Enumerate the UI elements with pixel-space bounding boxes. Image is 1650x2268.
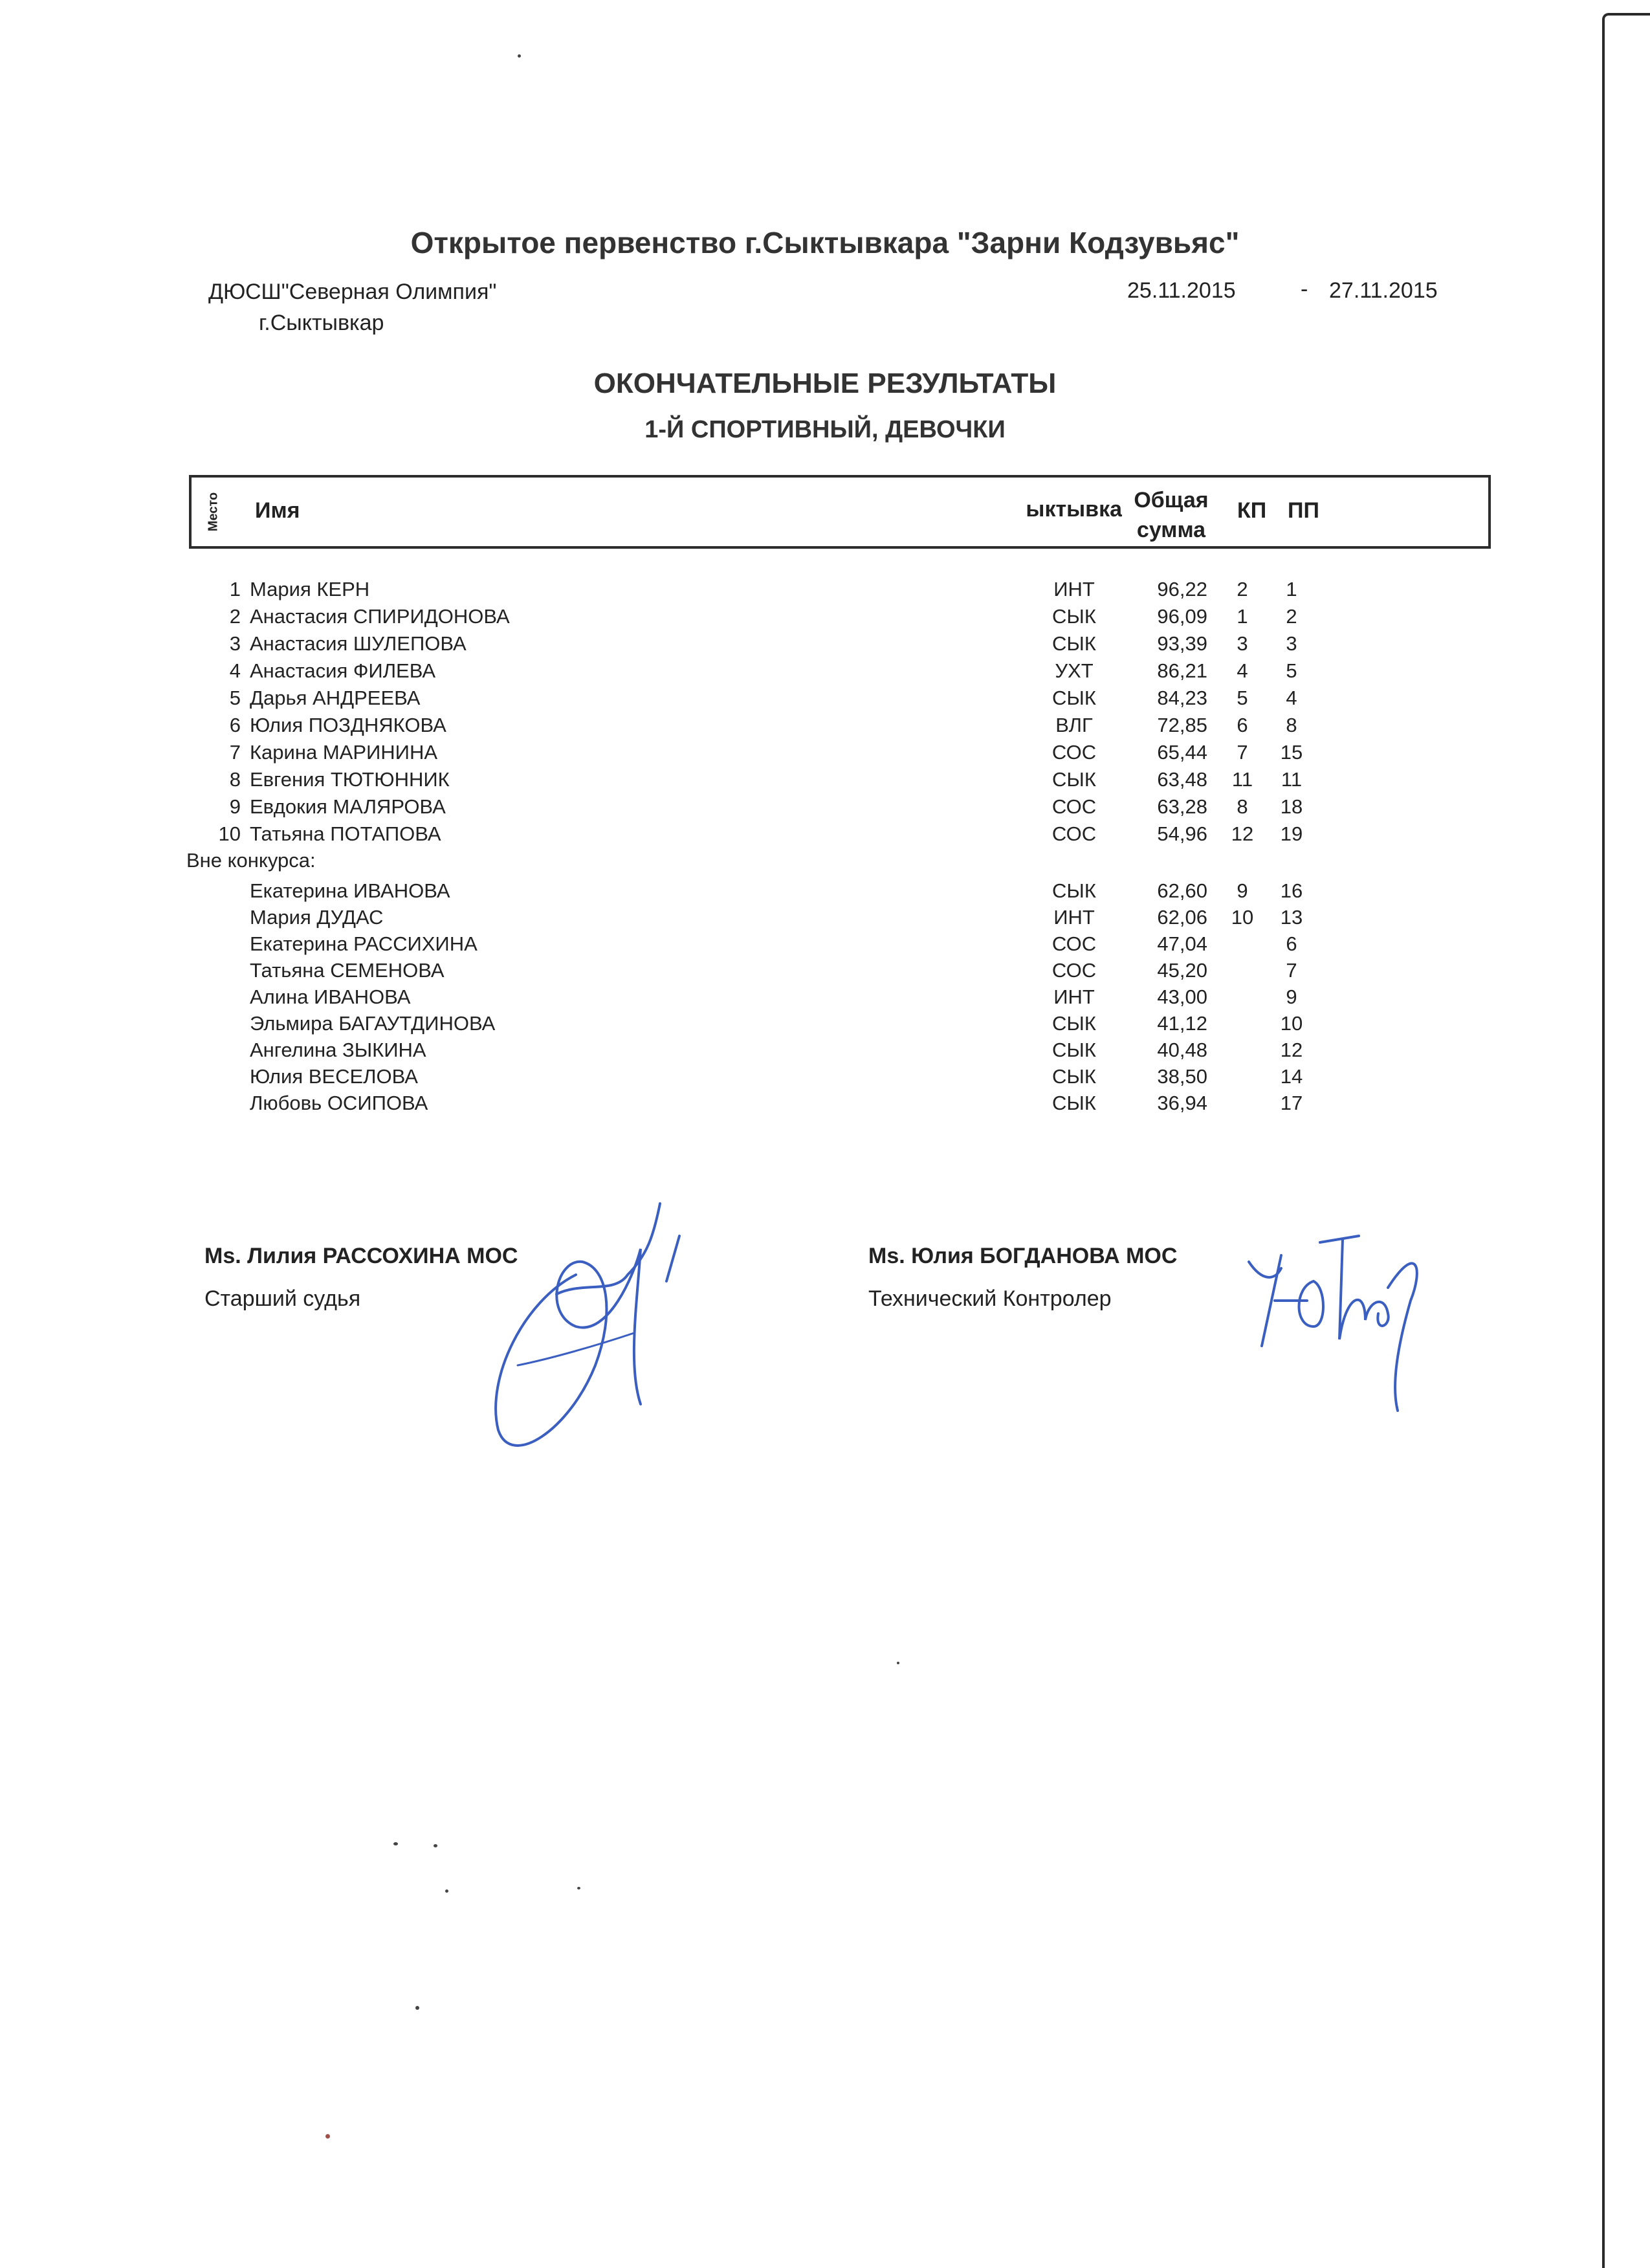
cell-name: Любовь ОСИПОВА [250,1092,428,1114]
cell-kp: 6 [1237,714,1248,736]
cell-total: 96,22 [1157,578,1207,600]
cell-name: Ангелина ЗЫКИНА [250,1039,426,1061]
cell-kp: 10 [1231,906,1254,929]
table-row [0,795,1650,822]
cell-name: Анастасия ФИЛЕВА [250,659,436,682]
cell-club: СОС [1051,822,1097,845]
cell-total: 63,48 [1157,768,1207,791]
cell-place: 6 [229,714,241,736]
column-header-pp: ПП [1288,498,1319,523]
table-row [0,578,1650,605]
results-heading: ОКОНЧАТЕЛЬНЫЕ РЕЗУЛЬТАТЫ [593,368,1057,399]
cell-total: 41,12 [1157,1012,1207,1035]
cell-pp: 14 [1280,1065,1303,1088]
cell-name: Эльмира БАГАУТДИНОВА [250,1012,496,1035]
cell-pp: 6 [1286,932,1297,955]
table-row [0,822,1650,850]
cell-club: СЫК [1052,605,1096,628]
table-row-out-of-competition [0,1012,1650,1039]
cell-total: 38,50 [1157,1065,1207,1088]
cell-name: Юлия ПОЗДНЯКОВА [250,714,446,736]
cell-kp: 2 [1237,578,1248,600]
scan-speck [445,1889,448,1893]
cell-pp: 19 [1280,822,1303,845]
cell-pp: 18 [1280,795,1303,818]
cell-total: 62,60 [1157,879,1207,902]
cell-kp: 9 [1237,879,1248,902]
scan-speck [897,1662,899,1664]
cell-club: ИНТ [1053,906,1095,929]
cell-name: Екатерина РАССИХИНА [250,932,478,955]
cell-club: СОС [1051,741,1097,764]
cell-total: 93,39 [1157,632,1207,655]
table-row-out-of-competition [0,1092,1650,1119]
column-header-kp: КП [1237,498,1267,523]
cell-pp: 13 [1280,906,1303,929]
scan-speck [393,1842,398,1845]
cell-total: 63,28 [1157,795,1207,818]
cell-club: ВЛГ [1055,714,1093,736]
chief-judge-role: Старший судья [204,1286,361,1311]
cell-kp: 7 [1237,741,1248,764]
cell-club: СЫК [1052,687,1096,709]
table-row [0,632,1650,659]
cell-pp: 3 [1286,632,1297,655]
cell-club: СЫК [1052,768,1096,791]
cell-club: СЫК [1052,632,1096,655]
cell-pp: 16 [1280,879,1303,902]
cell-total: 72,85 [1157,714,1207,736]
scan-speck [434,1844,437,1847]
date-start: 25.11.2015 [1127,278,1236,303]
cell-club: СЫК [1052,1039,1096,1061]
cell-club: СЫК [1052,1092,1096,1114]
cell-place: 7 [229,741,241,764]
cell-club: ИНТ [1053,578,1095,600]
cell-name: Мария КЕРН [250,578,370,600]
table-row-out-of-competition [0,1039,1650,1066]
table-row-out-of-competition [0,1065,1650,1092]
column-header-club: ыктывка [1026,497,1122,522]
city-name: г.Сыктывкар [259,311,384,335]
cell-club: СОС [1051,795,1097,818]
table-row-out-of-competition [0,906,1650,933]
technical-controller-signature [1236,1229,1430,1424]
cell-club: СЫК [1052,879,1096,902]
chief-judge-signature [479,1197,712,1462]
cell-total: 62,06 [1157,906,1207,929]
category-heading: 1-Й СПОРТИВНЫЙ, ДЕВОЧКИ [644,416,1006,443]
column-header-total [1126,485,1216,545]
cell-place: 9 [229,795,241,818]
cell-name: Анастасия ШУЛЕПОВА [250,632,467,655]
table-row [0,687,1650,714]
cell-pp: 7 [1286,959,1297,982]
cell-total: 96,09 [1157,605,1207,628]
cell-name: Алина ИВАНОВА [250,985,411,1008]
cell-total: 40,48 [1157,1039,1207,1061]
table-row [0,714,1650,741]
cell-kp: 3 [1237,632,1248,655]
out-of-competition-label: Вне конкурса: [186,849,316,872]
cell-pp: 17 [1280,1092,1303,1114]
cell-total: 47,04 [1157,932,1207,955]
cell-total: 43,00 [1157,985,1207,1008]
cell-pp: 11 [1281,768,1303,791]
cell-pp: 8 [1286,714,1297,736]
cell-kp: 4 [1237,659,1248,682]
column-header-club-clip [1009,497,1122,527]
cell-total: 45,20 [1157,959,1207,982]
cell-place: 1 [229,578,241,600]
cell-name: Карина МАРИНИНА [250,741,438,764]
chief-judge-name: Ms. Лилия РАССОХИНА МОС [204,1244,518,1268]
cell-name: Мария ДУДАС [250,906,384,929]
cell-pp: 5 [1286,659,1297,682]
cell-pp: 1 [1286,578,1297,600]
cell-name: Анастасия СПИРИДОНОВА [250,605,510,628]
cell-pp: 4 [1286,687,1297,709]
cell-total: 36,94 [1157,1092,1207,1114]
cell-total: 65,44 [1157,741,1207,764]
cell-name: Юлия ВЕСЕЛОВА [250,1065,418,1088]
cell-club: ИНТ [1053,985,1095,1008]
technical-controller-role: Технический Контролер [868,1286,1112,1311]
column-header-place: Место [206,492,221,532]
cell-kp: 1 [1237,605,1248,628]
cell-name: Дарья АНДРЕЕВА [250,687,421,709]
column-header-total-line1: Общая [1134,488,1209,512]
cell-name: Татьяна ПОТАПОВА [250,822,441,845]
date-end: 27.11.2015 [1329,278,1438,303]
cell-total: 86,21 [1157,659,1207,682]
cell-name: Татьяна СЕМЕНОВА [250,959,445,982]
cell-club: УХТ [1055,659,1094,682]
document-title: Открытое первенство г.Сыктывкара "Зарни Кодзувьяс" [410,226,1240,259]
cell-total: 54,96 [1157,822,1207,845]
cell-place: 5 [229,687,241,709]
date-separator: - [1301,277,1308,302]
column-header-name: Имя [255,498,300,523]
cell-club: СЫК [1052,1012,1096,1035]
table-row [0,659,1650,687]
scan-speck [518,54,521,58]
column-header-total-line2: сумма [1136,518,1206,542]
cell-pp: 15 [1280,741,1303,764]
cell-name: Евдокия МАЛЯРОВА [250,795,446,818]
technical-controller-name: Ms. Юлия БОГДАНОВА МОС [868,1244,1178,1268]
cell-place: 3 [229,632,241,655]
cell-pp: 9 [1286,985,1297,1008]
scan-speck [325,2134,330,2139]
cell-kp: 12 [1231,822,1254,845]
cell-club: СОС [1051,959,1097,982]
cell-club: СЫК [1052,1065,1096,1088]
cell-kp: 5 [1237,687,1248,709]
cell-place: 2 [229,605,241,628]
table-row [0,605,1650,632]
cell-place: 8 [229,768,241,791]
table-row [0,768,1650,795]
table-row-out-of-competition [0,879,1650,907]
scan-speck [415,2006,419,2010]
cell-place: 10 [218,822,241,845]
scan-speck [577,1887,580,1889]
table-row-out-of-competition [0,959,1650,986]
cell-place: 4 [229,659,241,682]
table-row [0,741,1650,768]
cell-total: 84,23 [1157,687,1207,709]
cell-name: Екатерина ИВАНОВА [250,879,450,902]
organization-name: ДЮСШ"Северная Олимпия" [208,280,497,304]
cell-kp: 8 [1237,795,1248,818]
cell-name: Евгения ТЮТЮННИК [250,768,450,791]
cell-pp: 2 [1286,605,1297,628]
cell-club: СОС [1051,932,1097,955]
cell-pp: 12 [1280,1039,1303,1061]
cell-pp: 10 [1280,1012,1303,1035]
table-row-out-of-competition [0,932,1650,960]
table-row-out-of-competition [0,985,1650,1013]
cell-kp: 11 [1231,768,1253,791]
scan-page-edge [1602,13,1650,2268]
